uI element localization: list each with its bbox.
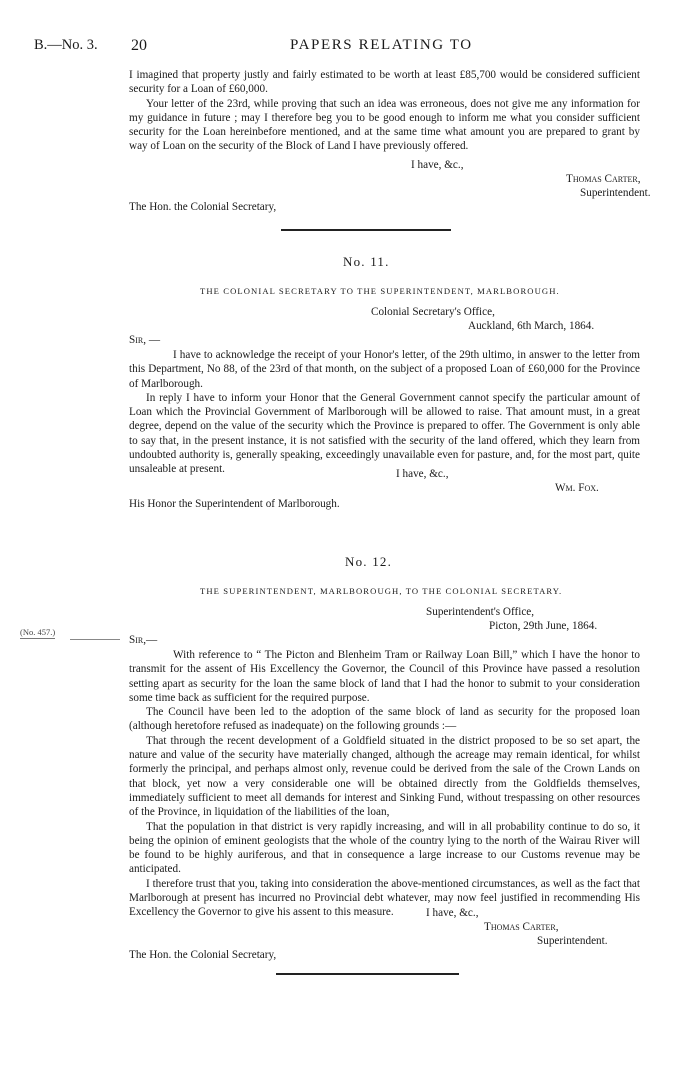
letter-number: No. 12. (345, 554, 393, 569)
margin-note-rule (70, 639, 120, 640)
paragraph: In reply I have to inform your Honor that the General Government cannot specify the particular amount of Loan which the Provincial Government of Marlborough will be allowed to raise. That amount must, in a great degree, depend on the value of the security which the Province is prepared to offer. The Government is only able to say that, in the present instance, it is not satisfied with the security of the land offered, which they learn from undoubted authority is, generally speaking, exceedingly unavailable even for pasture, and, for the most part, quite unsaleable at present. (129, 391, 640, 476)
margin-note: (No. 457.) (20, 627, 56, 637)
signature: Thomas Carter, (566, 173, 641, 185)
paragraph: Your letter of the 23rd, while proving that such an idea was erroneous, does not give me any information for my guidance in future ; may I therefore beg you to be good enough to inform me what you consider sufficient security for the Loan hereinbefore mentioned, and at the same time what amount you are prepared to grant by way of Loan on the security of the Block of Land I have previously offered. (129, 97, 640, 153)
signer-title: Superintendent. (537, 935, 608, 947)
letter-12-body (129, 648, 640, 920)
letter-number: No. 11. (343, 254, 390, 269)
paragraph: That through the recent development of a Goldfield situated in the district proposed to be so set apart, the nature and value of the security have materially changed, although the acreage may remain identical, for whilst formerly the principal, and perhaps almost only, revenue could be derived from the sale of the Crown Lands on that block, yet now a very considerable one will be obtained directly from the Goldfields themselves, immediately sufficient to meet all demands for interest and Sinking Fund, without trespassing on other resources of the Province, in liquidation of the liabilities of the loan, (129, 734, 640, 819)
addressee: The Hon. the Colonial Secretary, (129, 201, 277, 213)
paragraph: The Council have been led to the adoption of the same block of land as security for the proposed loan (although heretofore refused as inadequate) on the following grounds :— (129, 706, 640, 733)
office: Colonial Secretary's Office, (371, 306, 495, 318)
page-number: 20 (131, 37, 147, 54)
paragraph: I have to acknowledge the receipt of your Honor's letter, of the 29th ultimo, in answer to the letter from this Department, No 88, of the 23rd of that month, on the subject of a proposed Loan of £60,000 for the Province of Marlborough. (129, 349, 640, 390)
paragraph: I imagined that property justly and fairly estimated to be worth at least £85,700 would be considered sufficient security for a Loan of £60,000. (129, 69, 640, 96)
place-date: Auckland, 6th March, 1864. (468, 320, 595, 332)
signer-title: Superintendent. (580, 187, 651, 199)
letter-subheading: THE COLONIAL SECRETARY TO THE SUPERINTENDENT, MARLBOROUGH. (200, 286, 560, 296)
addressee: The Hon. the Colonial Secretary, (129, 949, 277, 961)
paragraph: I therefore trust that you, taking into consideration the above-mentioned circumstances, as well as the fact that Marlborough at present has incurred no Provincial debt whatever, may now feel justified in recommending His Excellency the Governor to give his assent to this measure. (129, 877, 640, 919)
letter-subheading: THE SUPERINTENDENT, MARLBOROUGH, TO THE COLONIAL SECRETARY. (200, 586, 563, 596)
document-reference: B.—No. 3. (34, 37, 98, 53)
paragraph: That the population in that district is very rapidly increasing, and will in all probability continue to do so, it being the opinion of eminent geologists that the whole of the country lying to the north of the Wairau River will be found to be highly auriferous, and that in consequence a large increase to our Customs revenue may be anticipated. (129, 820, 640, 876)
office: Superintendent's Office, (426, 606, 535, 618)
closing: I have, &c., (396, 468, 449, 480)
salutation: Sir, — (129, 334, 161, 346)
signature: Wm. Fox. (555, 482, 599, 494)
place-date: Picton, 29th June, 1864. (489, 620, 598, 632)
signature: Thomas Carter, (484, 921, 559, 933)
paragraph: With reference to “ The Picton and Blenheim Tram or Railway Loan Bill,” which I have the honor to transmit for the assent of His Excellency the Governor, the Council of this Province have passed a resolution setting apart as security for the loan the same block of land that I had the honor to submit to your consideration some time back as sufficient for the required purpose. (129, 649, 640, 704)
running-title: PAPERS RELATING TO (290, 37, 473, 53)
letter-10-body (129, 68, 640, 154)
salutation: Sir,— (129, 634, 158, 646)
closing: I have, &c., (411, 159, 464, 171)
section-divider (276, 973, 459, 975)
addressee: His Honor the Superintendent of Marlborough. (129, 498, 340, 510)
section-divider (281, 229, 451, 231)
closing: I have, &c., (426, 907, 479, 919)
letter-11-body (129, 348, 640, 477)
